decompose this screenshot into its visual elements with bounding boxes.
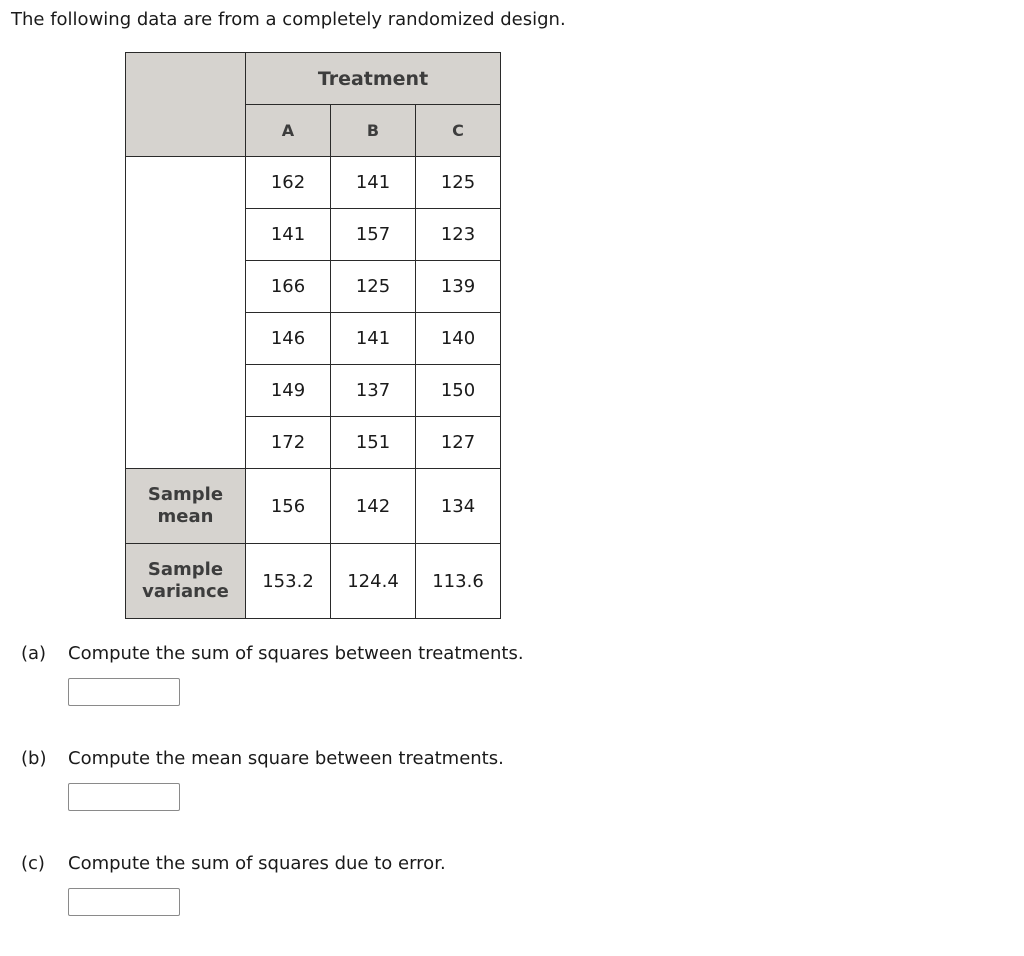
question-text: Compute the mean square between treatments. <box>68 748 504 769</box>
table-row <box>126 157 501 209</box>
answer-input-c[interactable] <box>68 888 180 916</box>
question-a <box>21 642 524 666</box>
table-cell: 157 <box>331 209 416 261</box>
mean-cell: 134 <box>416 469 501 544</box>
question-b <box>21 747 504 771</box>
sample-mean-row <box>126 469 501 544</box>
question-letter: (c) <box>21 853 45 874</box>
table-cell: 125 <box>416 157 501 209</box>
variance-cell: 113.6 <box>416 544 501 619</box>
table-cell: 141 <box>331 157 416 209</box>
corner-cell <box>126 53 246 157</box>
table-cell: 151 <box>331 417 416 469</box>
table-cell: 127 <box>416 417 501 469</box>
row-label-blank <box>126 157 246 469</box>
question-letter: (a) <box>21 643 47 664</box>
column-header-b: B <box>331 105 416 157</box>
table-cell: 141 <box>246 209 331 261</box>
variance-cell: 153.2 <box>246 544 331 619</box>
table-cell: 150 <box>416 365 501 417</box>
table-cell: 125 <box>331 261 416 313</box>
table-cell: 172 <box>246 417 331 469</box>
table-cell: 141 <box>331 313 416 365</box>
table-cell: 149 <box>246 365 331 417</box>
question-text: Compute the sum of squares due to error. <box>68 853 446 874</box>
sample-mean-label: Sample mean <box>126 469 246 544</box>
answer-input-b[interactable] <box>68 783 180 811</box>
question-text: Compute the sum of squares between treatments. <box>68 643 524 664</box>
sample-variance-label: Sample variance <box>126 544 246 619</box>
table-cell: 166 <box>246 261 331 313</box>
intro-text: The following data are from a completely randomized design. <box>11 9 566 30</box>
sample-variance-row <box>126 544 501 619</box>
variance-cell: 124.4 <box>331 544 416 619</box>
table-cell: 123 <box>416 209 501 261</box>
data-table <box>125 52 501 619</box>
table-cell: 137 <box>331 365 416 417</box>
column-header-c: C <box>416 105 501 157</box>
table-cell: 140 <box>416 313 501 365</box>
question-letter: (b) <box>21 748 47 769</box>
answer-input-a[interactable] <box>68 678 180 706</box>
table-cell: 139 <box>416 261 501 313</box>
treatment-header: Treatment <box>246 53 501 105</box>
table-cell: 162 <box>246 157 331 209</box>
mean-cell: 156 <box>246 469 331 544</box>
table-cell: 146 <box>246 313 331 365</box>
question-c <box>21 852 446 876</box>
column-header-a: A <box>246 105 331 157</box>
mean-cell: 142 <box>331 469 416 544</box>
